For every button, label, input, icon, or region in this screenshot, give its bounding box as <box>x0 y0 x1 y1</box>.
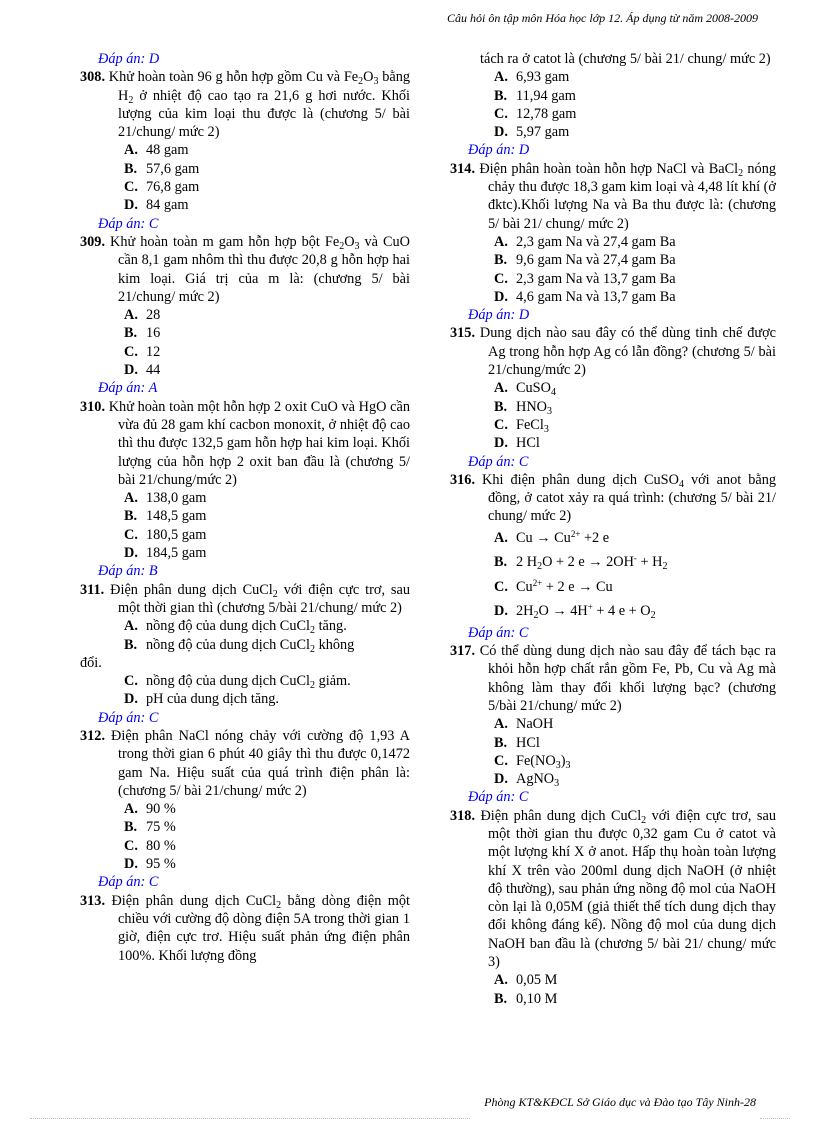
option-316-c: C. $Cu^{2+} + 2$ e → Cu <box>494 577 613 595</box>
answer-314: Đáp án: D <box>468 307 530 324</box>
option-314-d <box>450 288 776 306</box>
option-letter: A. <box>124 142 138 159</box>
question-316 <box>450 471 776 642</box>
option-308-b <box>80 160 410 178</box>
question-313-cont-text: tách ra ở catot là (chương 5/ bài 21/ chung/ mức 2) <box>480 51 771 67</box>
option-312-d <box>80 855 410 873</box>
option-308-d <box>80 196 410 214</box>
option-text: 148,5 gam <box>146 508 207 525</box>
question-313-continued <box>450 50 776 160</box>
option-text: 184,5 gam <box>146 545 207 562</box>
option-letter: D. <box>494 288 508 305</box>
option-letter: D. <box>124 856 138 873</box>
option-letter: C. <box>124 179 138 196</box>
option-letter: D. <box>494 124 508 141</box>
question-315-text: 315. Dung dịch nào sau đây có thể dùng tinh chế được Ag trong hỗn hợp Ag có lẫn đồng? (chương 5/ bài 21/chung/mức 2) <box>450 325 776 379</box>
option-308-c <box>80 178 410 196</box>
option-314-b <box>450 251 776 269</box>
options-312 <box>80 800 410 873</box>
question-316-text: 316. Khi điện phân dung dịch CuSO$_4$ với anot bằng đồng, ở catot xảy ra quá trình: (chương 5/ bài 21/ chung/ mức 2) <box>450 471 777 525</box>
answer-309: Đáp án: A <box>98 380 158 397</box>
options-313 <box>450 68 776 141</box>
question-309 <box>80 233 410 398</box>
option-313-b <box>450 87 776 105</box>
answer-316: Đáp án: C <box>468 624 529 641</box>
option-letter: A. <box>494 972 508 989</box>
option-311-b-wrap: đổi. <box>80 654 102 671</box>
option-316-a: A. $Cu \to Cu^{2+} +2$ e <box>494 528 610 546</box>
options-314 <box>450 233 776 306</box>
option-317-a: A. NaOH <box>494 716 554 733</box>
option-letter: A. <box>124 307 138 324</box>
page-footer: Phòng KT&KĐCL Sở Giáo dục và Đào tạo Tây Ninh-28 <box>484 1095 756 1109</box>
question-310-text: 310. Khử hoàn toàn một hỗn hợp 2 oxit CuO và HgO cần vừa đủ 28 gam khí cacbon monoxit, ở nhiệt độ cao thì thu được 132,5 gam hỗn hợp hai kim loại. Khối lượng của hỗn hợp 2 oxit ban đầu là (chương 5/ bài 21/chung/mức 2) <box>80 398 410 488</box>
answer-310: Đáp án: B <box>98 563 158 580</box>
option-text: 11,94 gam <box>516 87 576 104</box>
option-text: 95 % <box>146 856 176 873</box>
option-310-c <box>80 526 410 544</box>
option-text: 48 gam <box>146 142 189 159</box>
option-text: 2,3 gam Na và 13,7 gam Ba <box>516 270 676 287</box>
option-316-b: B. 2 $H_2O + 2$ $e \to 2OH^- + H_2$ <box>494 553 668 573</box>
option-text: 12,78 gam <box>516 105 577 122</box>
option-310-a <box>80 489 410 507</box>
option-309-b <box>80 324 410 342</box>
question-314 <box>450 160 776 325</box>
option-text: 76,8 gam <box>146 179 200 196</box>
option-text: 57,6 gam <box>146 160 200 177</box>
option-309-d <box>80 361 410 379</box>
option-311-c: C. nồng độ của dung dịch CuCl$_2$ giảm. <box>124 673 351 692</box>
option-text: 5,97 gam <box>516 124 570 141</box>
option-314-c <box>450 270 776 288</box>
option-letter: B. <box>124 160 138 177</box>
answer-308: Đáp án: C <box>98 215 159 232</box>
question-308 <box>80 68 410 233</box>
option-letter: C. <box>494 105 508 122</box>
option-315-b: B. $HNO_3$ <box>494 398 552 417</box>
option-letter: B. <box>124 325 138 342</box>
option-text: 0,10 M <box>516 990 558 1007</box>
option-text: 180,5 gam <box>146 526 207 543</box>
option-text: 2,3 gam Na và 27,4 gam Ba <box>516 233 676 250</box>
right-column <box>450 50 776 1008</box>
options-318 <box>450 971 776 1008</box>
option-text: 4,6 gam Na và 13,7 gam Ba <box>516 288 676 305</box>
option-letter: D. <box>124 197 138 214</box>
question-308-text: 308. Khử hoàn toàn 96 g hỗn hợp gồm Cu và $Fe_2O_3$ bằng $H_2$ ở nhiệt độ cao tạo ra 21,6 g hơi nước. Khối lượng của kim loại thu được là (chương 5/ bài 21/chung/ mức 2) <box>80 69 410 141</box>
question-310 <box>80 398 410 581</box>
option-318-a <box>450 971 776 989</box>
answer-312: Đáp án: C <box>98 874 159 891</box>
option-316-d: D. $2H_2O \to 4H^+ + 4$ $e + O_2$ <box>494 602 656 622</box>
question-318 <box>450 807 776 1008</box>
option-313-d <box>450 123 776 141</box>
option-letter: A. <box>494 233 508 250</box>
option-text: 28 <box>146 307 161 324</box>
option-letter: C. <box>124 343 138 360</box>
left-column <box>80 50 410 965</box>
option-311-a: A. nồng độ của dung dịch CuCl$_2$ tăng. <box>124 618 347 637</box>
question-311-text: 311. Điện phân dung dịch CuCl$_2$ với điện cực trơ, sau một thời gian thì (chương 5/bài 21/chung/ mức 2) <box>80 581 410 616</box>
question-313-text: 313. Điện phân dung dịch CuCl$_2$ bằng dòng điện một chiều với cường độ dòng điện 5A trong thời gian 1 giờ, điện cực trơ. Hiệu suất phản ứng điện phân 100%. Khối lượng đồng <box>80 892 410 964</box>
option-text: 12 <box>146 343 161 360</box>
option-letter: D. <box>124 362 138 379</box>
answer-315: Đáp án: C <box>468 453 529 470</box>
option-311-d: D. pH của dung dịch tăng. <box>124 691 280 708</box>
option-312-c <box>80 837 410 855</box>
option-text: 84 gam <box>146 197 189 214</box>
question-317-text: 317. Có thể dùng dung dịch nào sau đây để tách bạc ra khỏi hỗn hợp chất rắn gồm Fe, Pb, Cu và Ag mà không làm thay đổi khối lượng bạc? (chương 5/bài 21/chung/ mức 2) <box>450 643 776 714</box>
question-312-text: 312. Điện phân NaCl nóng chảy với cường độ 1,93 A trong thời gian 6 phút 40 giây thì thu được 0,1472 gam Na. Hiệu suất của quá trình điện phân là: (chương 5/ bài 21/chung/ mức 2) <box>80 727 410 799</box>
question-309-text: 309. Khử hoàn toàn m gam hỗn hợp bột $Fe_2O_3$ và CuO cần 8,1 gam nhôm thì thu được 20,8 g hỗn hợp hai kim loại. Giá trị của m là: (chương 5/ bài 21/chung/ mức 2) <box>80 233 410 305</box>
option-318-b <box>450 990 776 1008</box>
option-letter: C. <box>124 837 138 854</box>
option-313-a <box>450 68 776 86</box>
question-314-text: 314. Điện phân hoàn toàn hỗn hợp NaCl và BaCl$_2$ nóng chảy thu được 18,3 gam kim loại và 4,48 lít khí (ở đktc).Khối lượng Na và Ba thu được là: (chương 5/ bài 21/ chung/ mức 2) <box>450 160 776 232</box>
question-315 <box>450 324 776 470</box>
option-311-b: B. nồng độ của dung dịch CuCl$_2$ không <box>124 636 355 655</box>
option-315-a: A. CuSO$_4$ <box>494 380 556 399</box>
page-header: Câu hỏi ôn tập môn Hóa học lớp 12. Áp dụng từ năm 2008-2009 <box>447 11 758 25</box>
option-text: 16 <box>146 325 161 342</box>
question-317 <box>450 642 776 807</box>
option-308-a <box>80 141 410 159</box>
option-312-a <box>80 800 410 818</box>
option-letter: A. <box>494 69 508 86</box>
footer-dotted-rule-left <box>30 1118 470 1119</box>
option-text: 9,6 gam Na và 27,4 gam Ba <box>516 252 676 269</box>
question-313 <box>80 892 410 965</box>
options-310 <box>80 489 410 562</box>
answer-307: Đáp án: D <box>98 51 160 67</box>
answer-317: Đáp án: C <box>468 789 529 806</box>
answer-311: Đáp án: C <box>98 709 159 726</box>
option-315-d: D. HCl <box>494 435 540 452</box>
option-letter: B. <box>124 508 138 525</box>
option-313-c <box>450 105 776 123</box>
question-312 <box>80 727 410 892</box>
option-text: 90 % <box>146 801 176 818</box>
option-letter: B. <box>124 819 138 836</box>
option-text: 75 % <box>146 819 176 836</box>
option-text: 6,93 gam <box>516 69 570 86</box>
question-311 <box>80 581 410 727</box>
option-309-c <box>80 343 410 361</box>
option-315-c: C. FeCl$_3$ <box>494 416 549 435</box>
option-317-b: B. HCl <box>494 734 540 751</box>
option-314-a <box>450 233 776 251</box>
option-317-d: D. AgNO$_3$ <box>494 771 560 790</box>
option-letter: D. <box>124 545 138 562</box>
question-318-text: 318. Điện phân dung dịch CuCl$_2$ với điện cực trơ, sau một thời gian thu được 0,32 gam Cu ở catot và một lượng khí X ở anot. Hấp thụ hoàn toàn lượng khí X trên vào 200ml dung dịch NaOH (ở nhiệt độ thường), sau phản ứng nồng độ mol của NaOH còn lại là 0,05M (giả thiết thể tích dung dịch thay đổi không đáng kể). Nồng độ mol của dung dịch NaOH ban đầu là (chương 5/ bài 21/ chung/ mức 3) <box>450 807 776 971</box>
option-309-a <box>80 306 410 324</box>
answer-313: Đáp án: D <box>468 142 530 159</box>
footer-dotted-rule-right <box>760 1118 790 1119</box>
option-310-b <box>80 507 410 525</box>
option-letter: C. <box>124 526 138 543</box>
option-312-b <box>80 818 410 836</box>
option-text: 44 <box>146 362 161 379</box>
option-text: 80 % <box>146 837 176 854</box>
option-text: 138,0 gam <box>146 490 207 507</box>
options-309 <box>80 306 410 379</box>
option-letter: B. <box>494 87 508 104</box>
option-317-c: C. $Fe(NO_3)_3$ <box>494 752 571 771</box>
option-letter: B. <box>494 252 508 269</box>
option-310-d <box>80 544 410 562</box>
option-letter: A. <box>124 490 138 507</box>
option-letter: C. <box>494 270 508 287</box>
options-308 <box>80 141 410 214</box>
option-text: 0,05 M <box>516 972 558 989</box>
option-letter: A. <box>124 801 138 818</box>
option-letter: B. <box>494 990 508 1007</box>
